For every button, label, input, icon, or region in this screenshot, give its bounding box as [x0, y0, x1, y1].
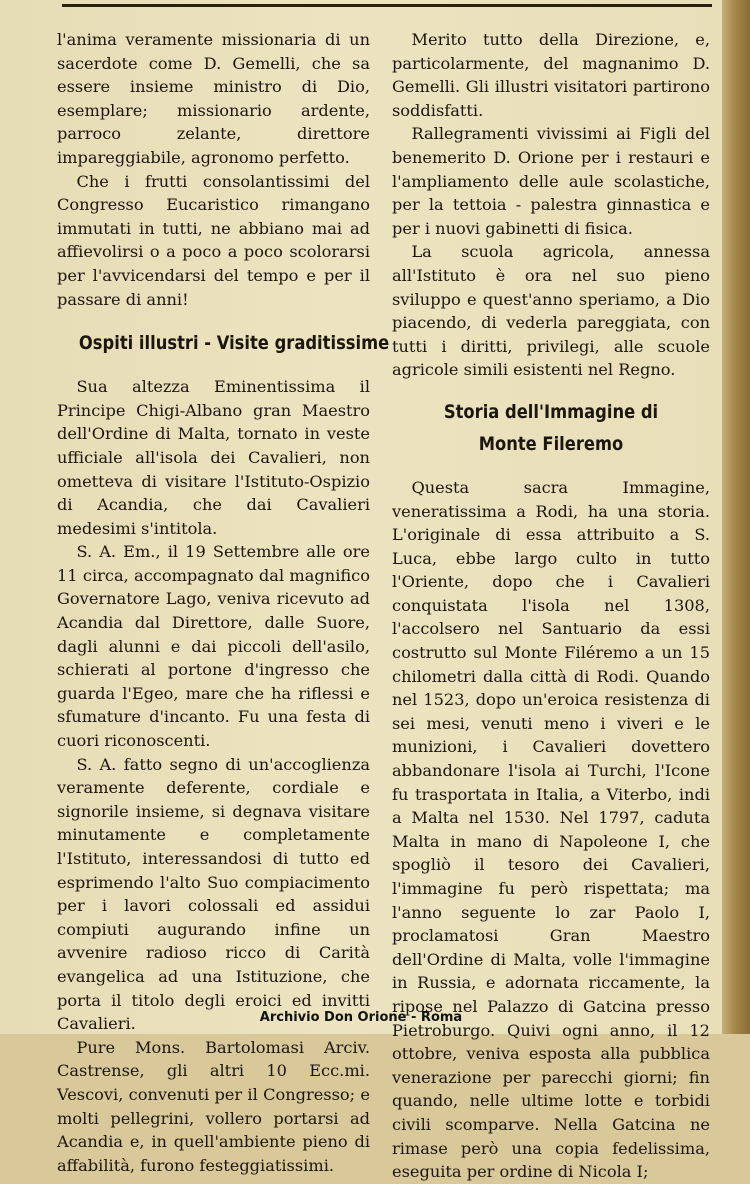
section-heading-storia: Storia dell'Immagine di Monte Fileremo	[443, 400, 659, 455]
section-heading-ospiti: Ospiti illustri - Visite graditissime	[78, 332, 390, 355]
right-paragraph-3: La scuola agricola, annessa all'Istituto è ora nel suo pieno sviluppo e quest'anno speriamo, a Dio piacendo, di vederla pareggiata, con tutti i diritti, privilegi, alle scuole agricole simili esistenti nel Regno.	[392, 242, 710, 380]
page-edge	[722, 0, 750, 1034]
left-paragraph-6: Pure Mons. Bartolomasi Arciv. Castrense, gli altri 10 Ecc.mi. Vescovi, convenuti per il Congresso; e molti pellegrini, vollero portarsi ad Acandia e, in quell'ambiente pieno di affabilità, furono festeggiatissimi.	[57, 1037, 370, 1175]
right-paragraph-2: Rallegramenti vivissimi ai Figli del benemerito D. Orione per i restauri e l'ampliamento delle aule scolastiche, per la tettoia - palestra ginnastica e per i nuovi gabinetti di fisica.	[392, 124, 710, 238]
archive-footer: Archivio Don Orione - Roma	[259, 1010, 463, 1025]
left-paragraph-1: l'anima veramente missionaria di un sacerdote come D. Gemelli, che sa essere insieme ministro di Dio, esemplare; missionario ardente, parroco zelante, direttore impareggiabile, agronomo perfetto.	[57, 30, 370, 167]
right-paragraph-1: Merito tutto della Direzione, e, particolarmente, del magnanimo D. Gemelli. Gli illustri visitatori partirono soddisfatti.	[392, 30, 710, 120]
left-paragraph-2: Che i frutti consolantissimi del Congresso Eucaristico rimangano immutati in tutti, ne abbiano mai ad affievolirsi o a poco a poco scolorarsi per l'avvicendarsi del tempo e per il passare di anni!	[57, 171, 370, 309]
right-paragraph-4: Questa sacra Immagine, veneratissima a Rodi, ha una storia. L'originale di essa attribuito a S. Luca, ebbe largo culto in tutto l'Oriente, dopo che i Cavalieri conquistata l'isola nel 1308, l'accolsero nel Santuario da essi costrutto sul Monte Filéremo a un 15 chilometri dalla città di Rodi. Quando nel 1523, dopo un'eroica resistenza di sei mesi, venuti meno i viveri e le munizioni, i Cavalieri dovettero abbandonare l'isola ai Turchi, l'Icone fu trasportata in Italia, a Viterbo, indi a Malta nel 1530. Nel 1797, caduta Malta in mano di Napoleone I, che spogliò il tesoro dei Cavalieri, l'immagine fu però rispettata; ma l'anno seguente lo zar Paolo I, proclamatosi Gran Maestro dell'Ordine di Malta, volle l'immagine in Russia, e adornata riccamente, la ripose nel Palazzo di Gatcina presso Pietroburgo. Quivi ogni anno, il 12 ottobre, veniva esposta alla pubblica venerazione per parecchi giorni; fin quando, nelle ultime lotte e torbidi civili scomparve. Nella Gatcina ne rimase però una copia fedelissima, eseguita per ordine di Nicola I;	[392, 477, 710, 1182]
top-rule	[62, 4, 712, 7]
left-paragraph-4: S. A. Em., il 19 Settembre alle ore 11 circa, accompagnato dal magnifico Governatore Lago, veniva ricevuto ad Acandia dal Direttore, dalle Suore, dagli alunni e dai piccoli dell'asilo, schierati al portone d'ingresso che guarda l'Egeo, mare che ha riflessi e sfumature d'incanto. Fu una festa di cuori riconoscenti.	[57, 542, 370, 751]
left-paragraph-5: S. A. fatto segno di un'accoglienza veramente deferente, cordiale e signorile insieme, si degnava visitare minutamente e completamente l'Istituto, interessandosi di tutto ed esprimendo l'alto Suo compiacimento per i lavori colossali ed assidui compiuti augurando infine un avvenire radioso ricco di Carità evangelica ad una Istituzione, che porta il titolo degli eroici ed invitti Cavalieri.	[57, 754, 370, 1034]
left-paragraph-3: Sua altezza Eminentissima il Principe Chigi-Albano gran Maestro dell'Ordine di Malta, tornato in veste ufficiale all'isola dei Cavalieri, non ometteva di visitare l'Istituto-Ospizio di Acandia, che dai Cavalieri medesimi s'intitola.	[57, 377, 370, 538]
left-column	[57, 28, 390, 1177]
